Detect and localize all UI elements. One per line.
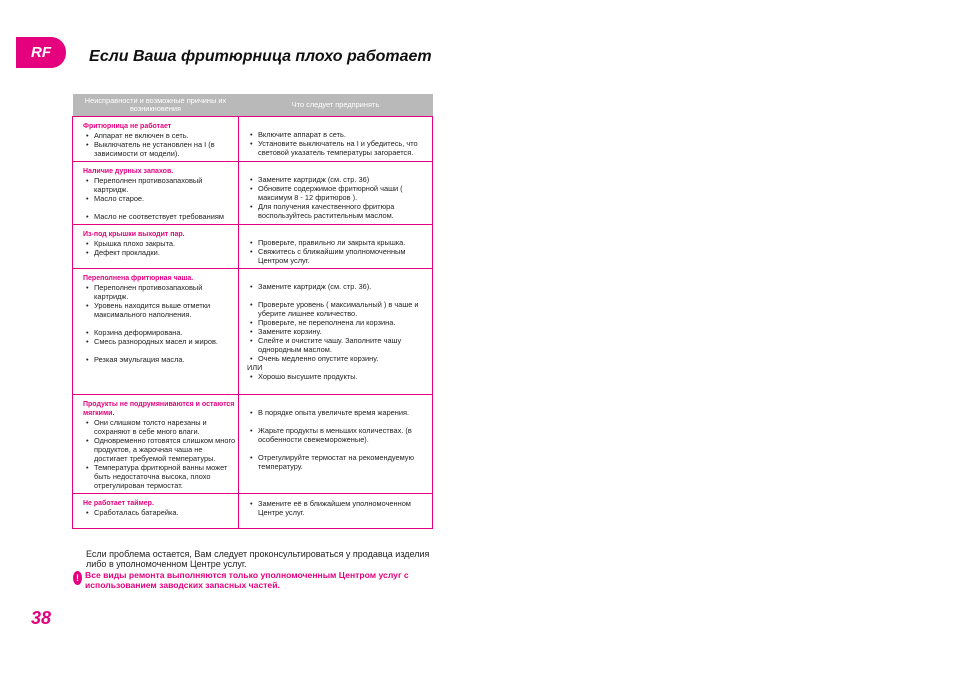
problem-cell — [73, 117, 239, 162]
cause-item: • Аппарат не включен в сеть. — [83, 131, 236, 140]
page-number: 38 — [31, 608, 52, 628]
action-item: • Свяжитесь с ближайшим уполномоченным Центром услуг. — [247, 247, 428, 265]
action-item: • Проверьте, правильно ли закрыта крышка. — [247, 238, 428, 247]
table-row — [73, 395, 433, 494]
footer-note: Если проблема остается, Вам следует проконсультироваться у продавца изделия либо в уполномоченном Центре услуг. — [86, 549, 430, 569]
action-cell — [239, 117, 433, 162]
action-cell — [239, 162, 433, 225]
cause-item: • Уровень находится выше отметки максимального наполнения. — [83, 301, 236, 319]
cause-item: • Сработалась батарейка. — [83, 508, 236, 517]
table-row — [73, 269, 433, 395]
problem-heading: Переполнена фритюрная чаша. — [83, 275, 194, 282]
warning-block — [73, 570, 430, 590]
or-separator: ИЛИ — [247, 363, 263, 372]
cause-item: • Корзина деформирована. — [83, 328, 236, 337]
problem-heading: Не работает таймер. — [83, 500, 154, 507]
cause-item: • Резкая эмульгация масла. — [83, 355, 236, 364]
action-item: • Слейте и очистите чашу. Заполните чашу однородным маслом. — [247, 336, 428, 354]
cause-item: • Крышка плохо закрыта. — [83, 239, 236, 248]
action-item-continued — [247, 318, 428, 327]
action-cell — [239, 395, 433, 494]
header-actions: Что следует предпринять — [239, 94, 433, 117]
action-item: • Для получения качественного фритюра воспользуйтесь растительным маслом. — [247, 202, 428, 220]
cause-item: • Масло старое. — [83, 194, 236, 203]
action-cell — [239, 269, 433, 395]
cause-item: • Масло не соответствует требованиям — [83, 212, 236, 221]
action-item: • Установите выключатель на I и убедитесь, что световой указатель температуры загорается. — [247, 139, 428, 157]
page-title: Если Ваша фритюрница плохо работает — [89, 48, 432, 65]
action-item: • Замените картридж (см. стр. 36). — [247, 282, 428, 291]
table-row — [73, 225, 433, 269]
problem-heading: Продукты не подрумяниваются и остаются мягкими. — [83, 401, 235, 417]
exclamation-icon: ! — [73, 571, 82, 585]
action-item: • Очень медленно опустите корзину. — [247, 354, 428, 363]
warning-text: Все виды ремонта выполняются только уполномоченным Центром услуг с использованием заводских запасных частей. — [85, 570, 409, 590]
action-item: • Замените её в ближайшем уполномоченном Центре услуг. — [247, 499, 428, 517]
cause-item: • Смесь разнородных масел и жиров. — [83, 337, 236, 346]
problem-heading: Фритюрница не работает — [83, 123, 172, 130]
action-item: • Отрегулируйте термостат на рекомендуемую температуру. — [247, 453, 428, 471]
action-item: • Обновите содержимое фритюрной чаши ( максимум 8 - 12 фритюров ). — [247, 184, 428, 202]
cause-item: • Переполнен противозапаховый картридж. — [83, 176, 236, 194]
table-header-row — [73, 94, 433, 117]
action-item: • Замените картридж (см. стр. 36) — [247, 175, 428, 184]
language-badge: RF — [16, 37, 66, 68]
troubleshooting-table — [72, 94, 433, 529]
problem-cell — [73, 395, 239, 494]
problem-heading: Наличие дурных запахов. — [83, 168, 174, 175]
action-item: • Замените корзину. — [247, 327, 428, 336]
action-item: • В порядке опыта увеличьте время жарения. — [247, 408, 428, 417]
table-row — [73, 494, 433, 529]
action-continued-text: Проверьте, не переполнена ли корзина. — [258, 318, 396, 327]
cause-item: • Дефект прокладки. — [83, 248, 236, 257]
cause-item: • Переполнен противозапаховый картридж. — [83, 283, 236, 301]
cause-item: • Одновременно готовятся слишком много продуктов, а жарочная чаша не достигает требуемой температуры. — [83, 436, 236, 463]
action-item: • Включите аппарат в сеть. — [247, 130, 428, 139]
action-cell — [239, 225, 433, 269]
table-row — [73, 162, 433, 225]
problem-cell — [73, 269, 239, 395]
action-cell — [239, 494, 433, 529]
action-item: • Проверьте уровень ( максимальный ) в чаше и уберите лишнее количество. — [247, 300, 428, 318]
action-item: • Жарьте продукты в меньших количествах. (в особенности свежемороженые). — [247, 426, 428, 444]
table-row — [73, 117, 433, 162]
cause-item: • Температура фритюрной ванны может быть недостаточна высока, плохо отрегулирован термостат. — [83, 463, 236, 490]
cause-item: • Выключатель не установлен на I (в зависимости от модели). — [83, 140, 236, 158]
problem-cell — [73, 225, 239, 269]
problem-cell — [73, 162, 239, 225]
action-item: • Хорошо высушите продукты. — [247, 372, 428, 381]
header-problems: Неисправности и возможные причины их возникновения — [73, 94, 239, 117]
cause-item: • Они слишком толсто нарезаны и сохраняют в себе много влаги. — [83, 418, 236, 436]
problem-cell — [73, 494, 239, 529]
problem-heading: Из-под крышки выходит пар. — [83, 231, 185, 238]
